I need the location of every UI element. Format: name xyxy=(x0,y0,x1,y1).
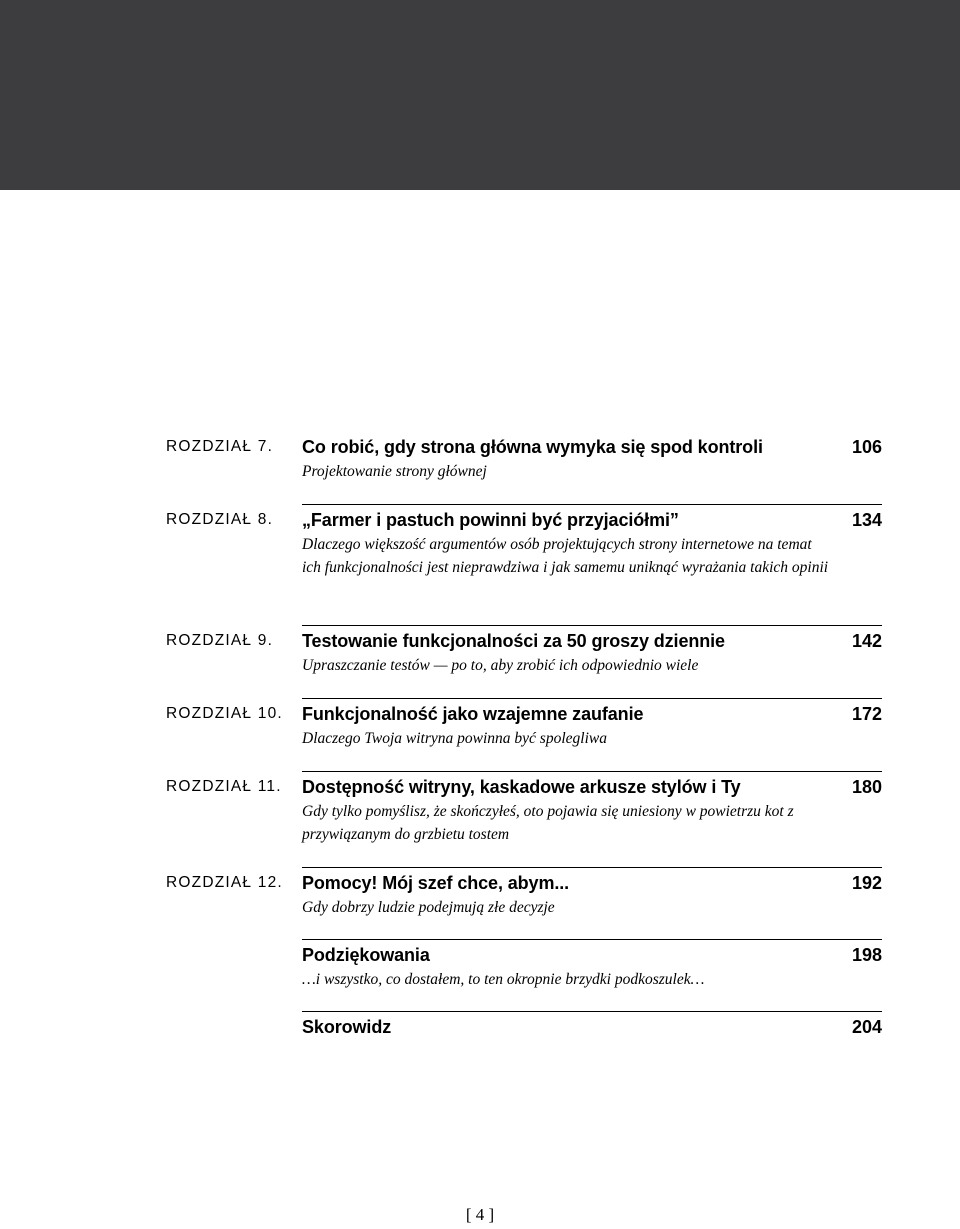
page-number: 172 xyxy=(851,704,882,724)
chapter-title: Co robić, gdy strona główna wymyka się spod kontroli xyxy=(302,437,763,457)
section-subtitle: …i wszystko, co dostałem, to ten okropnie brzydki podkoszulek… xyxy=(302,971,705,988)
entry-body xyxy=(302,703,882,750)
chapter-subtitle: Projektowanie strony głównej xyxy=(302,463,487,480)
divider-rule xyxy=(302,1011,882,1012)
chapter-title: Funkcjonalność jako wzajemne zaufanie xyxy=(302,704,644,724)
chapter-title: Pomocy! Mój szef chce, abym... xyxy=(302,873,570,893)
divider-rule xyxy=(302,939,882,940)
chapter-label: ROZDZIAŁ 9. xyxy=(166,632,274,649)
section-title: Skorowidz xyxy=(302,1017,392,1037)
page-number: 198 xyxy=(851,945,882,965)
divider-rule xyxy=(302,625,882,626)
top-dark-band xyxy=(0,0,960,190)
entry-body xyxy=(302,630,882,677)
divider-rule xyxy=(302,771,882,772)
page-number: 142 xyxy=(851,631,882,651)
chapter-title: „Farmer i pastuch powinni być przyjaciółmi” xyxy=(302,510,679,530)
entry-body xyxy=(302,872,882,919)
entry-body xyxy=(302,1016,882,1038)
page-number: 204 xyxy=(851,1017,882,1037)
chapter-subtitle: Upraszczanie testów — po to, aby zrobić ich odpowiednio wiele xyxy=(302,657,699,674)
chapter-label: ROZDZIAŁ 12. xyxy=(166,874,283,891)
chapter-title: Testowanie funkcjonalności za 50 groszy dziennie xyxy=(302,631,725,651)
entry-body xyxy=(302,436,882,483)
footer-page-number: [ 4 ] xyxy=(465,1205,495,1224)
chapter-subtitle: Gdy dobrzy ludzie podejmują złe decyzje xyxy=(302,899,555,916)
chapter-subtitle: Gdy tylko pomyślisz, że skończyłeś, oto pojawia się uniesiony w powietrzu kot z przywiązanym do grzbietu tostem xyxy=(302,803,794,843)
divider-rule xyxy=(302,867,882,868)
page-number: 180 xyxy=(851,777,882,797)
chapter-subtitle: Dlaczego większość argumentów osób projektujących strony internetowe na temat ich funkcjonalności jest nieprawdziwa i jak samemu uniknąć wyrażania takich opinii xyxy=(302,536,829,576)
chapter-subtitle: Dlaczego Twoja witryna powinna być spolegliwa xyxy=(302,730,607,747)
chapter-label: ROZDZIAŁ 7. xyxy=(166,438,274,455)
entry-body xyxy=(302,776,882,846)
chapter-title: Dostępność witryny, kaskadowe arkusze stylów i Ty xyxy=(302,777,741,797)
entry-body xyxy=(302,944,882,991)
section-title: Podziękowania xyxy=(302,945,430,965)
chapter-label: ROZDZIAŁ 11. xyxy=(166,778,282,795)
page-number: 106 xyxy=(851,437,882,457)
entry-body xyxy=(302,509,882,579)
chapter-label: ROZDZIAŁ 8. xyxy=(166,511,274,528)
chapter-label: ROZDZIAŁ 10. xyxy=(166,705,283,722)
page-number: 192 xyxy=(851,873,882,893)
divider-rule xyxy=(302,504,882,505)
divider-rule xyxy=(302,698,882,699)
page-number: 134 xyxy=(851,510,882,530)
